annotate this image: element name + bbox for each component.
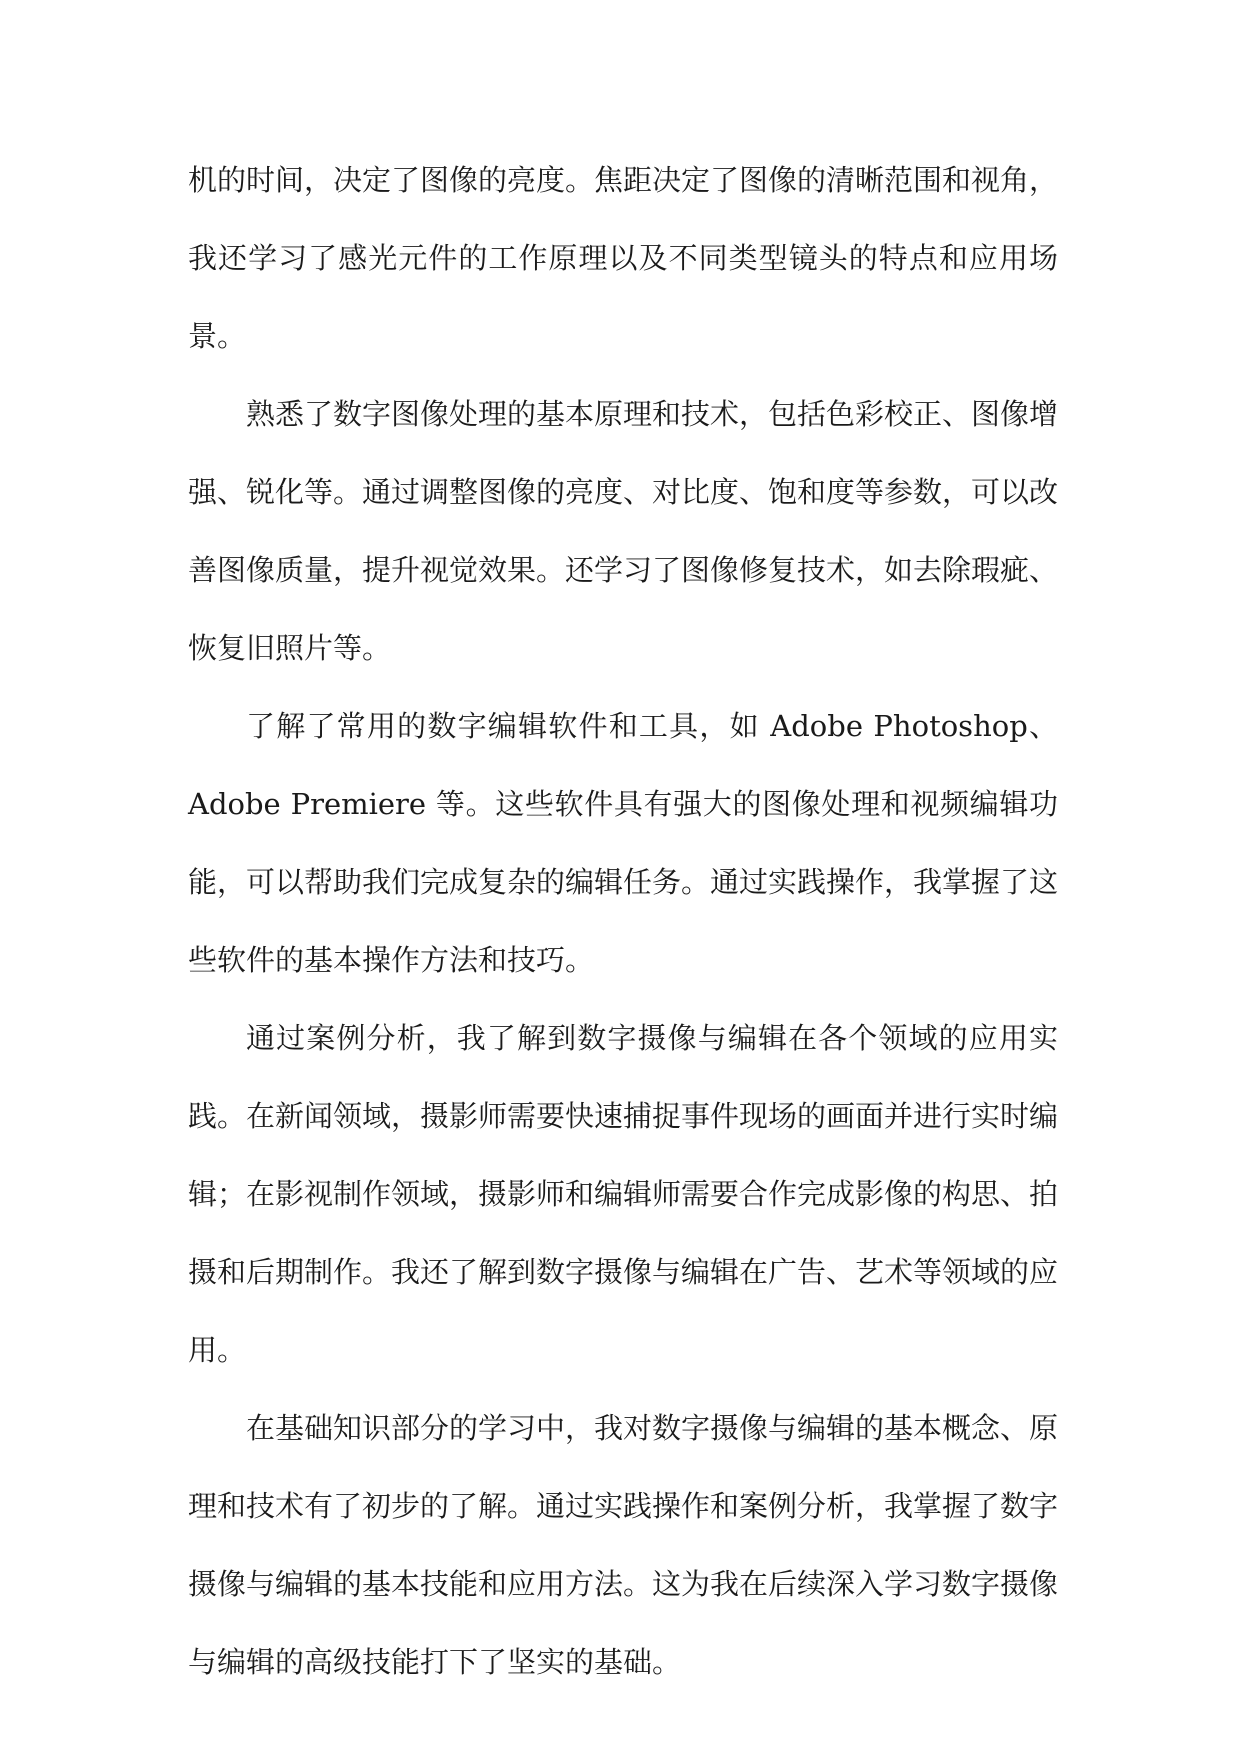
paragraph-5: 在基础知识部分的学习中，我对数字摄像与编辑的基本概念、原理和技术有了初步的了解。通过实践操作和案例分析，我掌握了数字摄像与编辑的基本技能和应用方法。这为我在后续深入学习数字摄像与编辑的高级技能打下了坚实的基础。 [188,1411,1059,1679]
paragraph-4: 通过案例分析，我了解到数字摄像与编辑在各个领域的应用实践。在新闻领域，摄影师需要快速捕捉事件现场的画面并进行实时编辑；在影视制作领域，摄影师和编辑师需要合作完成影像的构思、拍摄和后期制作。我还了解到数字摄像与编辑在广告、艺术等领域的应用。 [188,1021,1059,1367]
paragraph-3: 了解了常用的数字编辑软件和工具，如 Adobe Photoshop、Adobe Premiere 等。这些软件具有强大的图像处理和视频编辑功能，可以帮助我们完成复杂的编辑任务。通过实践操作，我掌握了这些软件的基本操作方法和技巧。 [188,709,1059,977]
body-text [188,141,1058,1701]
paragraph-2: 熟悉了数字图像处理的基本原理和技术，包括色彩校正、图像增强、锐化等。通过调整图像的亮度、对比度、饱和度等参数，可以改善图像质量，提升视觉效果。还学习了图像修复技术，如去除瑕疵、恢复旧照片等。 [188,397,1059,665]
paragraph-1: 机的时间，决定了图像的亮度。焦距决定了图像的清晰范围和视角，我还学习了感光元件的工作原理以及不同类型镜头的特点和应用场景。 [188,163,1059,353]
